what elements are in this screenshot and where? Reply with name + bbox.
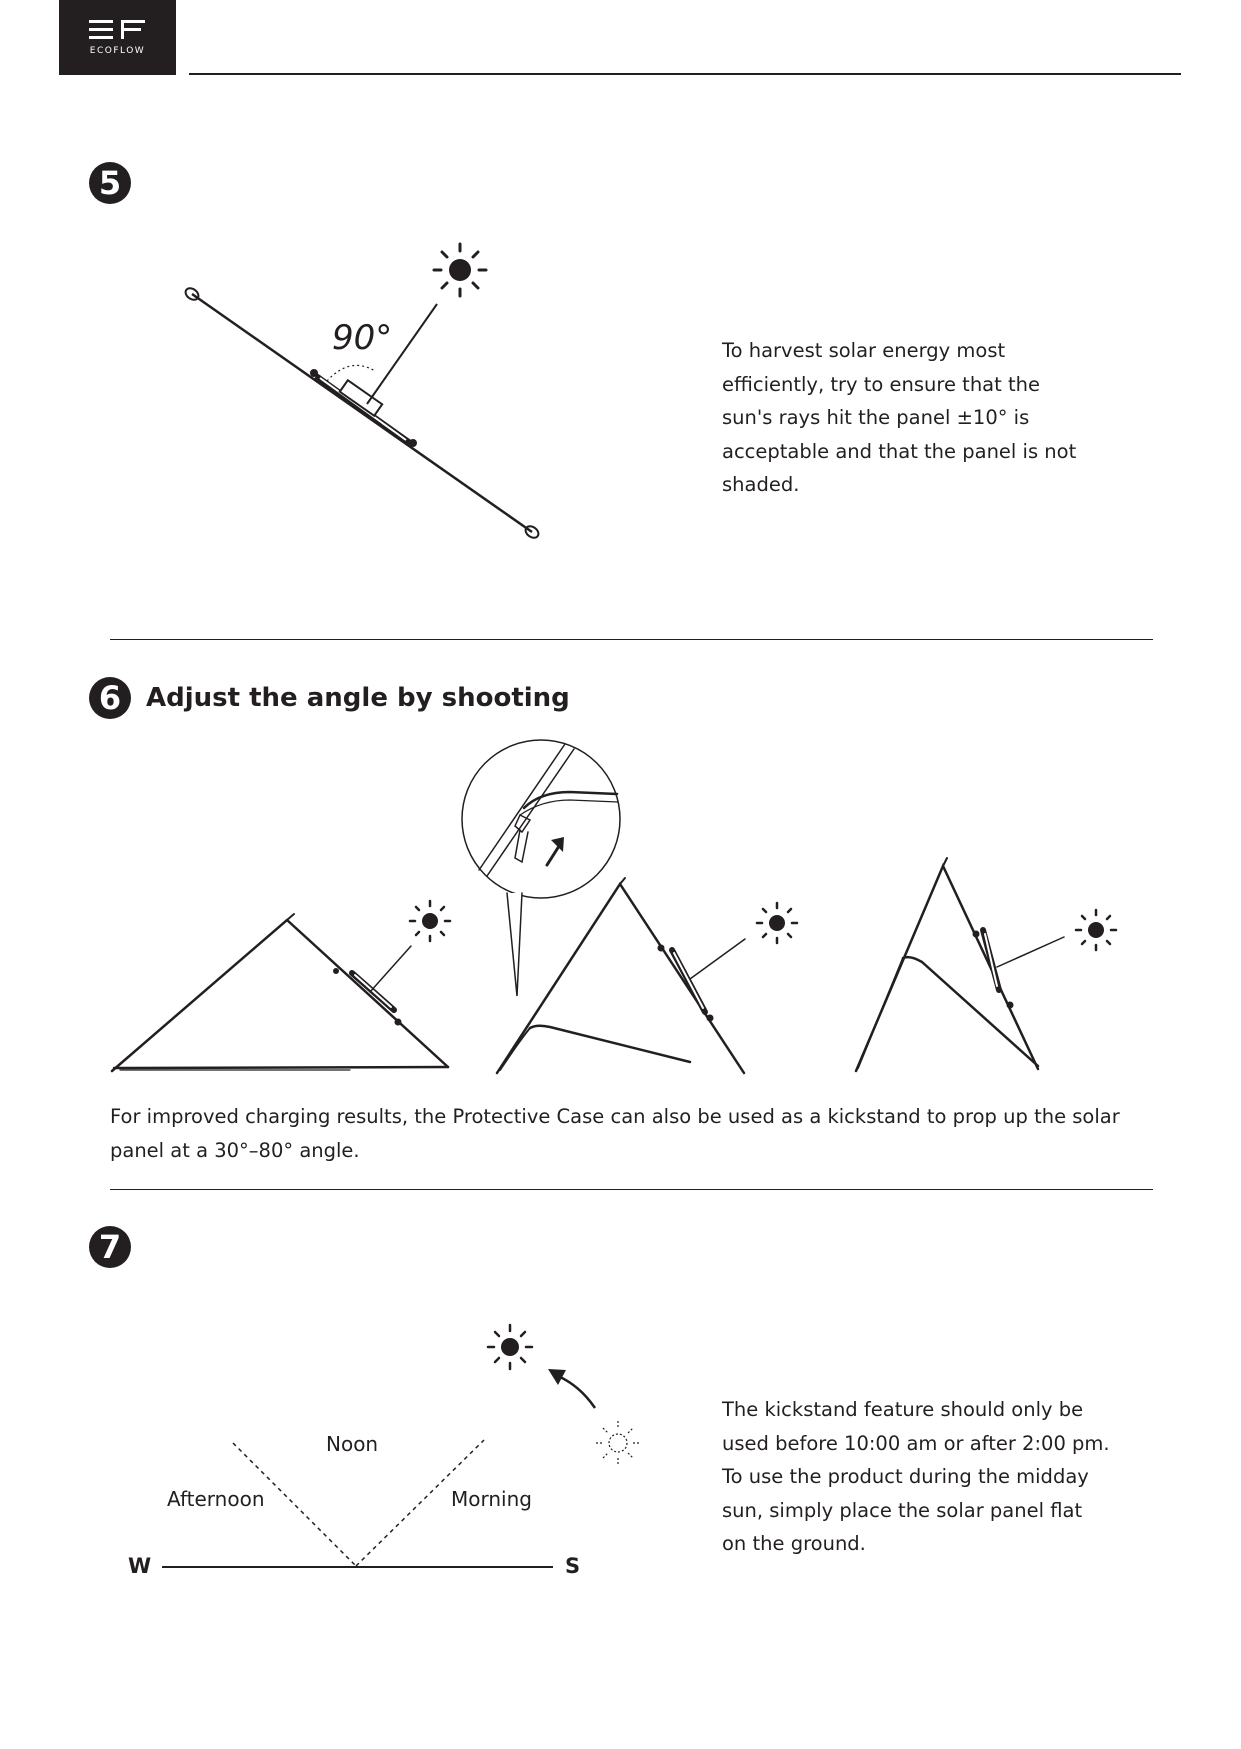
label-noon: Noon: [326, 1432, 379, 1456]
label-afternoon: Afternoon: [167, 1487, 265, 1511]
label-morning: Morning: [451, 1487, 532, 1511]
brand-wordmark: ECOFLOW: [89, 46, 146, 56]
step-6-title: Adjust the angle by shooting: [146, 683, 570, 713]
step-5-description: To harvest solar energy most efficiently, try to ensure that the sun's rays hit the panel ±10° is acceptable and that the panel is not shaded.: [722, 339, 1077, 496]
step-6-badge: 6: [89, 677, 131, 719]
sun-icon: [480, 1317, 540, 1377]
step-7-description: The kickstand feature should only be used before 10:00 am or after 2:00 pm. To use the product during the midday sun, simply place the solar panel flat on the ground.: [722, 1398, 1110, 1555]
step-7-badge: 7: [89, 1226, 131, 1268]
angle-label: 90°: [332, 318, 393, 358]
sun-icon: [588, 1413, 648, 1473]
label-south: S: [565, 1554, 581, 1578]
step-5-badge: 5: [89, 162, 131, 204]
label-west: W: [128, 1554, 152, 1578]
step-6-description: For improved charging results, the Protective Case can also be used as a kickstand to prop up the solar panel at a 30°–80° angle.: [110, 1105, 1120, 1162]
